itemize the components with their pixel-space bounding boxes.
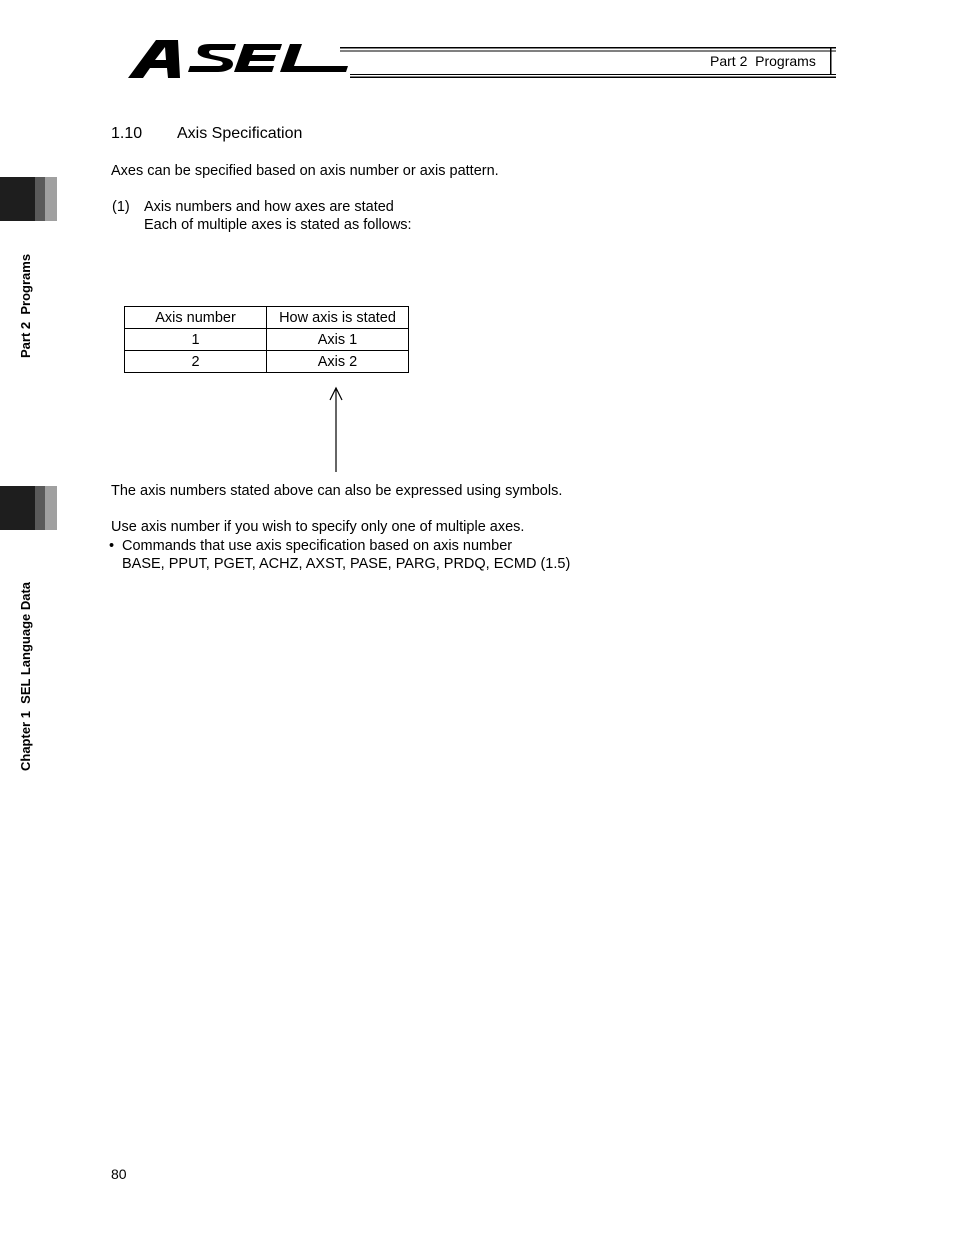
side-tab-chapter [0, 486, 57, 530]
single-axis-paragraph: Use axis number if you wish to specify only one of multiple axes. [111, 519, 525, 535]
bullet-text: Commands that use axis specification based on axis number [122, 538, 513, 554]
table-header-cell: How axis is stated [267, 307, 409, 329]
asel-logo [126, 36, 350, 80]
page-number: 80 [111, 1166, 127, 1182]
side-label-chapter: Chapter 1 SEL Language Data [18, 581, 33, 771]
symbols-paragraph: The axis numbers stated above can also be expressed using symbols. [111, 483, 563, 499]
section-title: Axis Specification [177, 125, 303, 142]
axis-table [124, 306, 409, 373]
table-cell: Axis 2 [267, 351, 409, 373]
item-heading: Axis numbers and how axes are stated [144, 199, 394, 215]
intro-text: Axes can be specified based on axis number or axis pattern. [111, 163, 499, 179]
header-section-label: Part 2 Programs [710, 53, 816, 69]
section-number: 1.10 [111, 125, 143, 142]
table-cell: 1 [125, 329, 267, 351]
item-subtext: Each of multiple axes is stated as follows: [144, 217, 412, 233]
item-marker: (1) [112, 199, 130, 215]
side-label-part: Part 2 Programs [18, 253, 33, 358]
table-cell: Axis 1 [267, 329, 409, 351]
bullet-icon: • [109, 538, 115, 554]
up-arrow-icon [326, 386, 346, 474]
table-cell: 2 [125, 351, 267, 373]
table-row [125, 351, 409, 373]
table-header-row [125, 307, 409, 329]
side-tab-part [0, 177, 57, 221]
command-list: BASE, PPUT, PGET, ACHZ, AXST, PASE, PARG, PRDQ, ECMD (1.5) [122, 556, 571, 572]
table-row [125, 329, 409, 351]
table-header-cell: Axis number [125, 307, 267, 329]
